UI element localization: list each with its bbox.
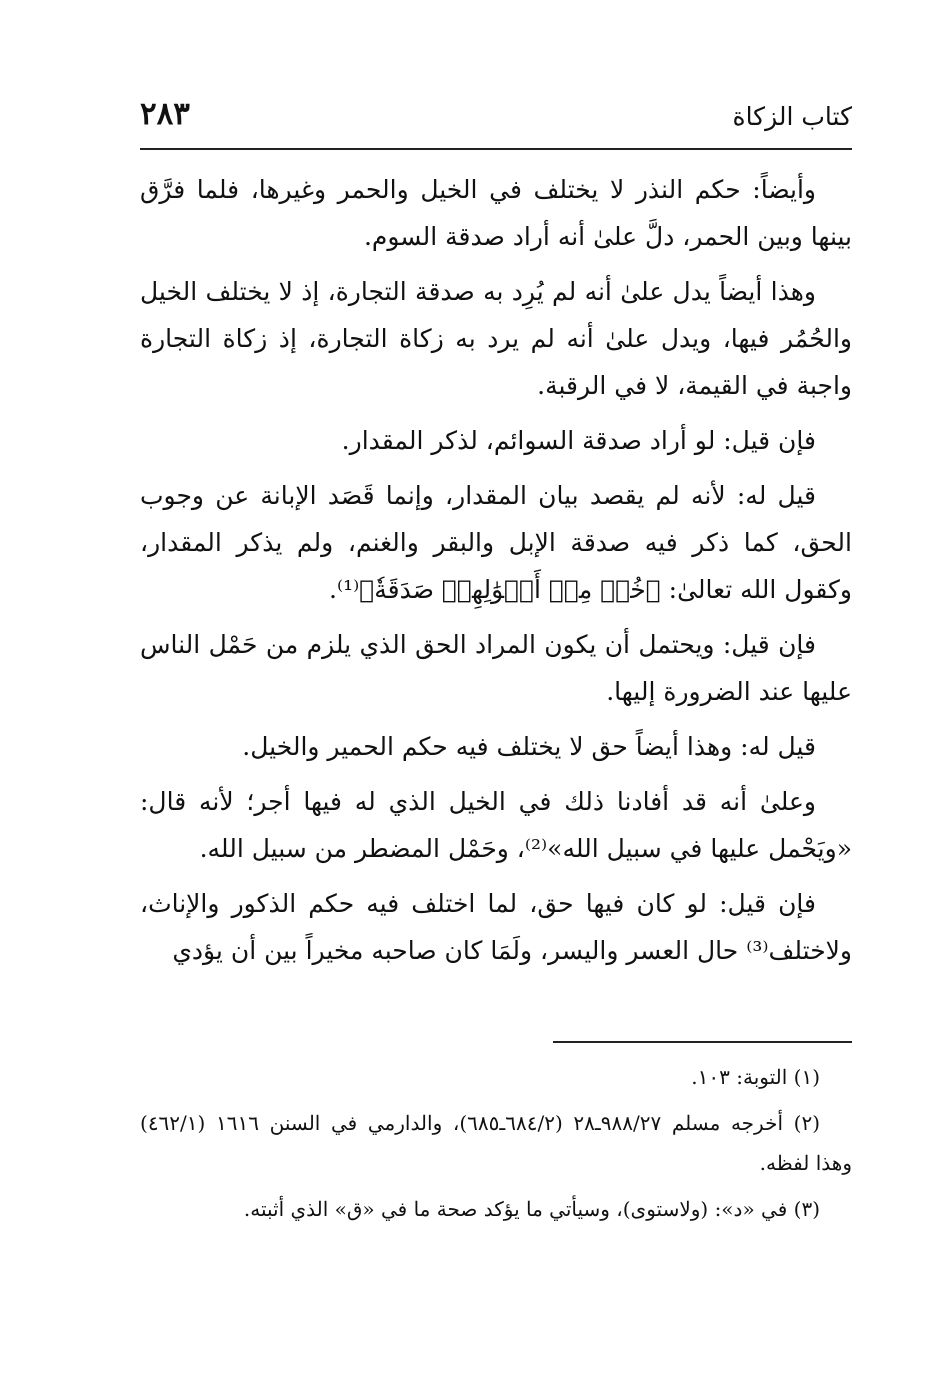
paragraph: فإن قيل: لو أراد صدقة السوائم، لذكر المقدار. [341,426,816,455]
paragraph: فإن قيل: ويحتمل أن يكون المراد الحق الذي يلزم من حَمْل الناس عليها عند الضرورة إليها. [140,630,852,706]
footnote: (٢) أخرجه مسلم ٩٨٨/٢٧ـ٢٨ (٦٨٤/٢ـ٦٨٥)، والدارمي في السنن ١٦١٦ (٤٦٢/١) وهذا لفظه. [140,1111,852,1175]
page-header [140,96,852,150]
footnote: (٣) في «د»: (ولاستوى)، وسيأتي ما يؤكد صحة ما في «ق» الذي أثبته. [243,1197,820,1221]
page-number: ٢٨٣ [140,96,190,132]
footnotes [140,1057,852,1235]
paragraph: فإن قيل: لو كان فيها حق، لما اختلف فيه حكم الذكور والإناث، ولاختلف⁽³⁾ حال العسر واليسر، ولَمَا كان صاحبه مخيراً بين أن يؤدي [140,889,852,965]
chapter-title: كتاب الزكاة [732,102,852,131]
footnote-divider [553,1041,852,1043]
paragraph: وعلىٰ أنه قد أفادنا ذلك في الخيل الذي له فيها أجر؛ لأنه قال: «ويَحْمل عليها في سبيل الله»⁽²⁾، وحَمْل المضطر من سبيل الله. [140,787,852,863]
paragraph: قيل له: لأنه لم يقصد بيان المقدار، وإنما قَصَد الإبانة عن وجوب الحق، كما ذكر فيه صدقة الإبل والبقر والغنم، ولم يذكر المقدار، وكقول الله تعالىٰ: ﴿خُذۡ مِنۡ أَمۡوَٰلِهِمۡ صَدَقَةٗ﴾⁽¹⁾. [140,481,852,604]
footnote: (١) التوبة: ١٠٣. [691,1065,820,1089]
paragraph: وأيضاً: حكم النذر لا يختلف في الخيل والحمر وغيرها، فلما فرَّق بينها وبين الحمر، دلَّ علىٰ أنه أراد صدقة السوم. [140,175,852,251]
paragraph: وهذا أيضاً يدل علىٰ أنه لم يُرِد به صدقة التجارة، إذ لا يختلف الخيل والحُمُر فيها، ويدل علىٰ أنه لم يرد به زكاة التجارة، إذ زكاة التجارة واجبة في القيمة، لا في الرقبة. [140,277,852,400]
paragraph: قيل له: وهذا أيضاً حق لا يختلف فيه حكم الحمير والخيل. [242,732,816,761]
main-text [140,166,852,982]
